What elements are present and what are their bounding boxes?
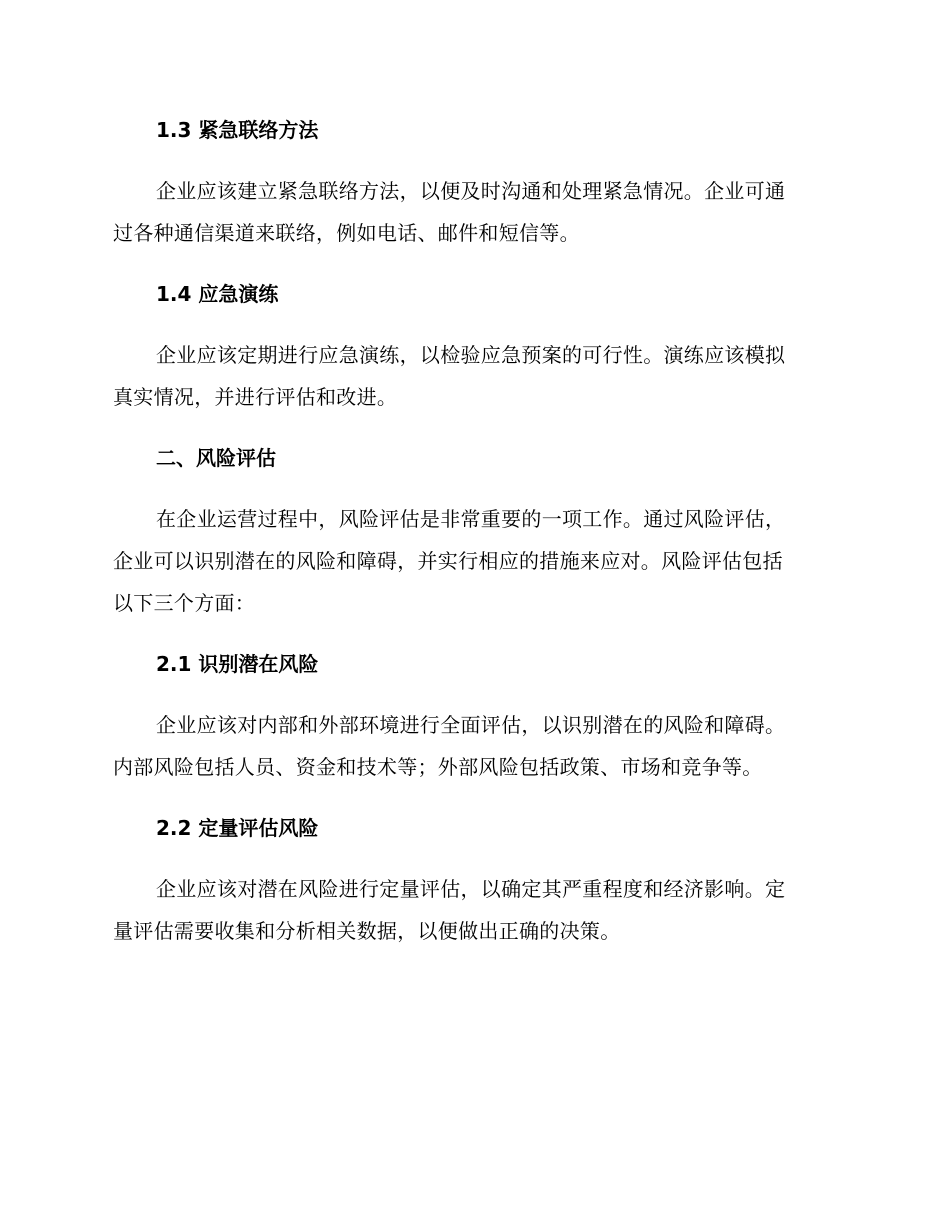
heading-1-4: 1.4 应急演练 [156, 282, 279, 306]
text-line: 过各种通信渠道来联络，例如电话、邮件和短信等。 [113, 221, 580, 245]
paragraph-emergency-contact [113, 170, 833, 254]
text-line: 在企业运营过程中，风险评估是非常重要的一项工作。通过风险评估， [156, 507, 786, 531]
text-line: 量评估需要收集和分析相关数据，以便做出正确的决策。 [113, 919, 621, 943]
text-line: 以下三个方面： [113, 591, 256, 615]
paragraph-risk-assessment [113, 498, 833, 624]
paragraph-quantitative-risk [113, 868, 833, 952]
text-line: 企业应该对内部和外部环境进行全面评估，以识别潜在的风险和障碍。 [156, 713, 786, 737]
text-line: 真实情况，并进行评估和改进。 [113, 385, 398, 409]
heading-1-3: 1.3 紧急联络方法 [156, 118, 319, 142]
text-line: 企业应该建立紧急联络方法，以便及时沟通和处理紧急情况。企业可通 [156, 179, 786, 203]
paragraph-identify-risk [113, 704, 833, 788]
heading-2: 二、风险评估 [156, 446, 276, 470]
document-body [113, 112, 833, 974]
text-line: 内部风险包括人员、资金和技术等；外部风险包括政策、市场和竞争等。 [113, 755, 763, 779]
heading-2-1: 2.1 识别潜在风险 [156, 652, 319, 676]
text-line: 企业可以识别潜在的风险和障碍，并实行相应的措施来应对。风险评估包括 [113, 549, 783, 573]
text-line: 企业应该对潜在风险进行定量评估，以确定其严重程度和经济影响。定 [156, 877, 786, 901]
paragraph-emergency-drill [113, 334, 833, 418]
heading-2-2: 2.2 定量评估风险 [156, 816, 319, 840]
text-line: 企业应该定期进行应急演练，以检验应急预案的可行性。演练应该模拟 [156, 343, 786, 367]
